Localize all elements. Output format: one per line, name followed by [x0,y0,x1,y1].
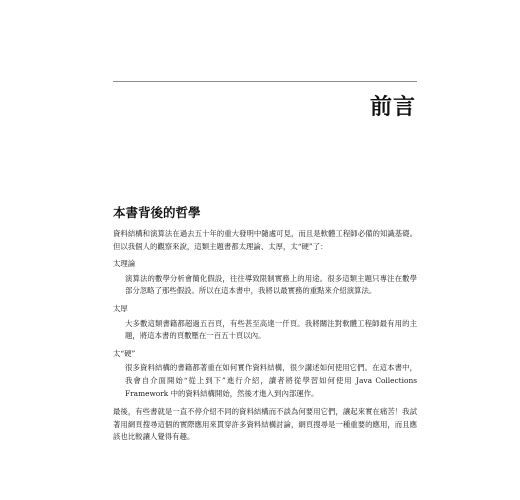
term-too-thick-body: 大多數這類書籍都超過五百頁，有些甚至高達一仟頁。我將關注對軟體工程師最有用的主題，將這本書的頁數壓在一百五十頁以內。 [125,318,417,341]
section-body [113,203,417,444]
term-too-hard: 太“硬” [113,348,136,358]
chapter-title: 前言 [369,95,416,120]
term-too-theoretical: 太理論 [113,259,136,269]
term-too-theoretical-body: 演算法的數學分析會簡化假設，往往導致限制實務上的用途。很多這類主題只專注在數學部分忽略了那些假設。所以在這本書中，我將以最實務的重點來介紹演算法。 [125,273,417,296]
title-rule [113,81,417,82]
term-too-hard-body: 很多資料結構的書籍都著重在如何實作資料結構，很少講述如何使用它們。在這本書中，我會自介面開始“從上到下”進行介紹，讀者將從學習如何使用 Java Collections Framework 中的資料結構開始，然後才進入到內部運作。 [125,363,417,398]
term-too-thick: 太厚 [113,303,128,313]
section-heading: 本書背後的哲學 [113,205,201,220]
intro-paragraph: 資料結構和演算法在過去五十年的重大發明中隨處可見，而且是軟體工程師必備的知識基礎。但以我個人的觀察來說，這類主題書都太理論、太厚，太“硬”了： [113,229,417,251]
closing-paragraph: 最後，有些書就是一直不停介紹不同的資料結構而不談為何要用它們，讓起來實在痛苦！我試著用網頁搜尋這個的實際應用來貫穿許多資料結構討論，網頁搜尋是一種重要的應用，而且應該也比較讓人覺得有趣。 [113,407,417,442]
